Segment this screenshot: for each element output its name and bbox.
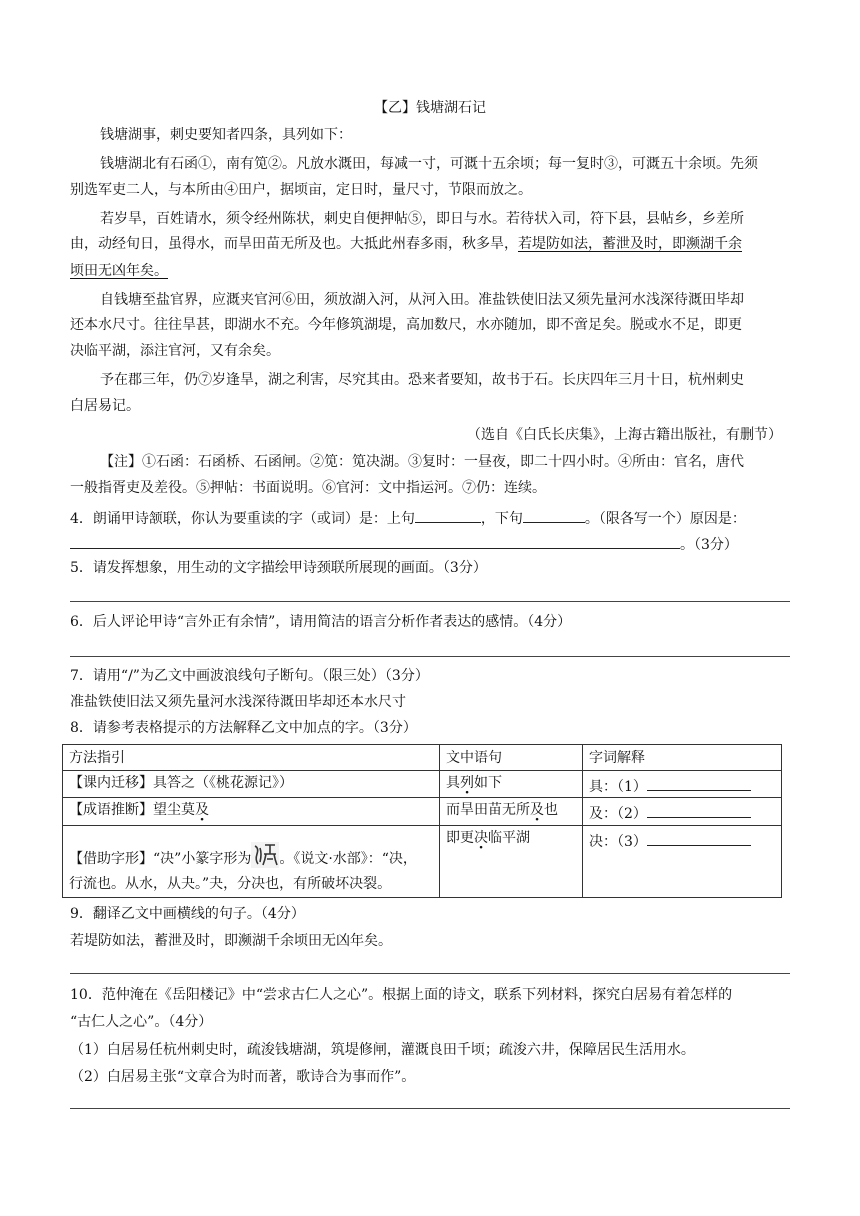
passage-line: 钱塘湖北有石函①，南有笕②。凡放水溉田，每减一寸，可溉十五余顷；每一复时③，可溉五十余顷。先须: [100, 156, 758, 172]
passage-line: 决临平湖，添注官河，又有余矣。: [70, 343, 280, 359]
q10-material-2: （2）白居易主张“文章合为时而著，歌诗合为事而作”。: [70, 1069, 416, 1085]
passage-line: 自钱塘至盐官界，应溉夹官河⑥田，须放湖入河，从河入田。准盐铁使旧法又须先量河水浅深待溉田毕却: [100, 292, 744, 308]
answer-line[interactable]: [70, 973, 790, 974]
q4-text: ，下句: [480, 511, 523, 527]
passage-source: （选自《白氏长庆集》，上海古籍出版社，有删节）: [467, 427, 782, 443]
question-5: 5．请发挥想象，用生动的文字描绘甲诗颈联所展现的画面。（3分）: [70, 560, 487, 576]
sentence-cell: 具列如下: [440, 771, 583, 798]
method-text: 【借助字形】“决”小篆字形为: [69, 851, 252, 867]
underlined-sentence: 若堤防如法，蓄泄及时，即濒湖千余: [518, 236, 742, 252]
question-8: 8．请参考表格提示的方法解释乙文中加点的字。（3分）: [70, 720, 417, 736]
passage-text: 由，动经旬日，虽得水，而旱田苗无所及也。大抵此州春多雨，秋多旱，: [70, 236, 518, 252]
method-cell: [63, 826, 440, 898]
q4-tail: 。（3分）: [680, 537, 738, 553]
method-cell: 【成语推断】望尘莫及: [63, 798, 440, 826]
passage-line: 予在郡三年，仍⑦岁逢旱，湖之利害，尽究其由。恐来者要知，故书于石。长庆四年三月十日，杭州刺史: [100, 372, 744, 388]
question-6: 6．后人评论甲诗“言外正有余情”，请用简洁的语言分析作者表达的感情。（4分）: [70, 614, 572, 630]
q10-material-1: （1）白居易任杭州刺史时，疏浚钱塘湖，筑堤修闸，灌溉良田千顷；疏浚六井，保障居民生活用水。: [70, 1042, 695, 1058]
passage-note: 【注】①石函：石函桥、石函闸。②笕：笕决湖。③复时：一昼夜，即二十四小时。④所由：官名，唐代: [100, 454, 744, 470]
passage-title: 【乙】钱塘湖石记: [374, 100, 486, 116]
passage-line: 别选军吏二人，与本所由④田户，据顷亩，定日时，量尺寸，节限而放之。: [70, 182, 532, 198]
passage-line: 还本水尺寸。往往旱甚，即湖水不充。今年修筑湖堤，高加数尺，水亦随加，即不啻足矣。脱或水不足，即更: [70, 317, 742, 333]
answer-blank[interactable]: [647, 776, 751, 791]
question-7: 7．请用“/”为乙文中画波浪线句子断句。（限三处）（3分）: [70, 668, 429, 684]
answer-line[interactable]: [70, 1108, 790, 1109]
q9-sentence: 若堤防如法，蓄泄及时，即濒湖千余顷田无凶年矣。: [70, 933, 392, 949]
table-header-row: [63, 745, 782, 771]
passage-line: 钱塘湖事，刺史要知者四条，具列如下：: [100, 127, 352, 143]
table-row: [63, 798, 782, 826]
answer-label: 及：（2）: [589, 806, 647, 822]
method-text: 行流也。从水，从夬。”夬，分决也，有所破坏决裂。: [69, 876, 392, 892]
passage-note: 一般指胥吏及差役。⑤押帖：书面说明。⑥官河：文中指运河。⑦仍：连续。: [70, 480, 546, 496]
answer-blank[interactable]: [647, 803, 751, 818]
sentence-cell: 即更决临平湖: [440, 826, 583, 898]
question-10: 10．范仲淹在《岳阳楼记》中“尝求古仁人之心”。根据上面的诗文，联系下列材料，探究白居易有着怎样的: [70, 987, 733, 1003]
answer-line[interactable]: [70, 656, 790, 657]
passage-line: 若岁旱，百姓请水，须令经州陈状，刺史自便押帖⑤，即日与水。若待状入司，符下县，县帖乡，乡差所: [100, 211, 744, 227]
table-header: 字词解释: [583, 745, 782, 771]
underlined-sentence: 顷田无凶年矣。: [70, 263, 168, 279]
question-9: 9．翻译乙文中画横线的句子。（4分）: [70, 906, 305, 922]
passage-line: [70, 264, 790, 278]
method-cell: 【课内迁移】具答之（《桃花源记》）: [63, 771, 440, 798]
method-table: [62, 744, 782, 898]
table-header: 方法指引: [63, 745, 440, 771]
answer-cell: [583, 826, 782, 898]
q4-text: 4．朗诵甲诗颔联，你认为要重读的字（或词）是：上句: [70, 511, 415, 527]
table-header: 文中语句: [440, 745, 583, 771]
method-text: 。《说文·水部》：“决，: [279, 851, 417, 867]
table-row: [63, 771, 782, 798]
answer-blank[interactable]: [415, 508, 481, 523]
answer-label: 具：（1）: [589, 779, 647, 795]
answer-line[interactable]: [70, 601, 790, 602]
seal-script-glyph-icon: [251, 842, 279, 868]
q7-sentence: 准盐铁使旧法又须先量河水浅深待溉田毕却还本水尺寸: [70, 694, 406, 710]
passage-line: 白居易记。: [70, 398, 140, 414]
answer-cell: [583, 798, 782, 826]
answer-blank[interactable]: [70, 534, 680, 549]
question-4-reason: [70, 534, 790, 552]
q4-text: 。（限各写一个）原因是：: [584, 511, 746, 527]
question-10-cont: “古仁人之心”。（4分）: [70, 1014, 213, 1030]
answer-label: 决：（3）: [589, 834, 647, 850]
answer-blank[interactable]: [647, 831, 751, 846]
sentence-cell: 而旱田苗无所及也: [440, 798, 583, 826]
question-4: [70, 508, 790, 526]
table-row: [63, 826, 782, 898]
answer-blank[interactable]: [523, 508, 585, 523]
answer-cell: [583, 771, 782, 798]
passage-line-mixed: [70, 237, 790, 251]
